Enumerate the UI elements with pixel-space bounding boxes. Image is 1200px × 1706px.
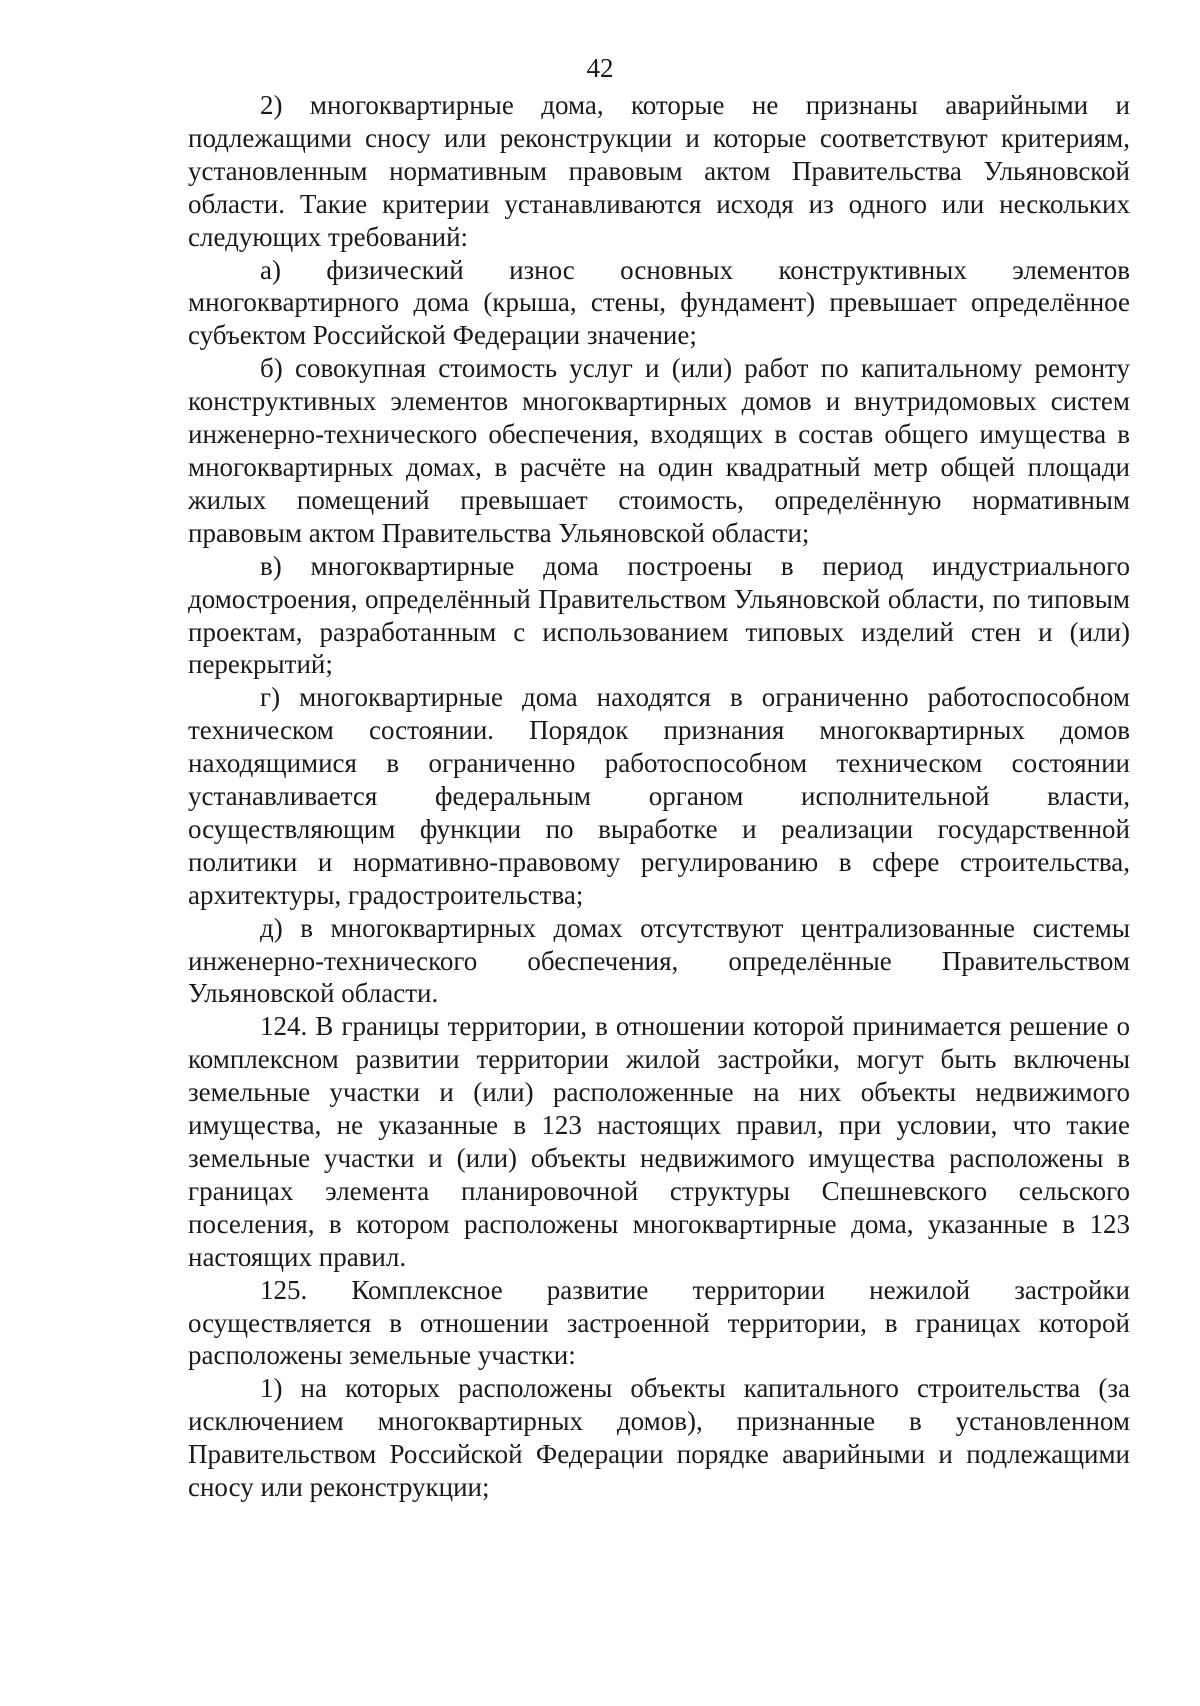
paragraph-subitem-a: а) физический износ основных конструктивных элементов многоквартирного дома (крыша, стены, фундамент) превышает определённое субъектом Российской Федерации значение; xyxy=(188,254,1130,351)
paragraph-section-125: 125. Комплексное развитие территории нежилой застройки осуществляется в отношении застроенной территории, в границах которой расположены земельные участки: xyxy=(188,1274,1130,1371)
paragraph-section-125-item-1: 1) на которых расположены объекты капитального строительства (за исключением многоквартирных домов), признанные в установленном Правительством Российской Федерации порядке аварийными и подлежащими сносу или реконструкции; xyxy=(188,1373,1130,1503)
paragraph-section-124: 124. В границы территории, в отношении которой принимается решение о комплексном развитии территории жилой застройки, могут быть включены земельные участки и (или) расположенные на них объекты недвижимого имущества, не указанные в 123 настоящих правил, при условии, что такие земельные участки и (или) объекты недвижимого имущества расположены в границах элемента планировочной структуры Спешневского сельского поселения, в котором расположены многоквартирные дома, указанные в 123 настоящих правил. xyxy=(188,1011,1130,1272)
paragraph-subitem-d: д) в многоквартирных домах отсутствуют централизованные системы инженерно-технического обеспечения, определённые Правительством Ульяновской области. xyxy=(188,912,1130,1009)
paragraph-subitem-b: б) совокупная стоимость услуг и (или) работ по капитальному ремонту конструктивных элементов многоквартирных домов и внутридомовых систем инженерно-технического обеспечения, входящих в состав общего имущества в многоквартирных домах, в расчёте на один квадратный метр общей площади жилых помещений превышает стоимость, определённую нормативным правовым актом Правительства Ульяновской области; xyxy=(188,353,1130,548)
body-text xyxy=(188,89,1130,1504)
paragraph-subitem-v: в) многоквартирные дома построены в период индустриального домостроения, определённый Правительством Ульяновской области, по типовым проектам, разработанным с использованием типовых изделий стен и (или) перекрытий; xyxy=(188,550,1130,680)
paragraph-subitem-g: г) многоквартирные дома находятся в ограниченно работоспособном техническом состоянии. Порядок признания многоквартирных домов находящимися в ограниченно работоспособном техническом состоянии устанавливается федеральным органом исполнительной власти, осуществляющим функции по выработке и реализации государственной политики и нормативно-правовому регулированию в сфере строительства, архитектуры, градостроительства; xyxy=(188,682,1130,910)
paragraph-item-2-apartment-buildings: 2) многоквартирные дома, которые не признаны аварийными и подлежащими сносу или реконструкции и которые соответствуют критериям, установленным нормативным правовым актом Правительства Ульяновской области. Такие критерии устанавливаются исходя из одного или нескольких следующих требований: xyxy=(188,90,1130,252)
page-number: 42 xyxy=(586,53,614,83)
